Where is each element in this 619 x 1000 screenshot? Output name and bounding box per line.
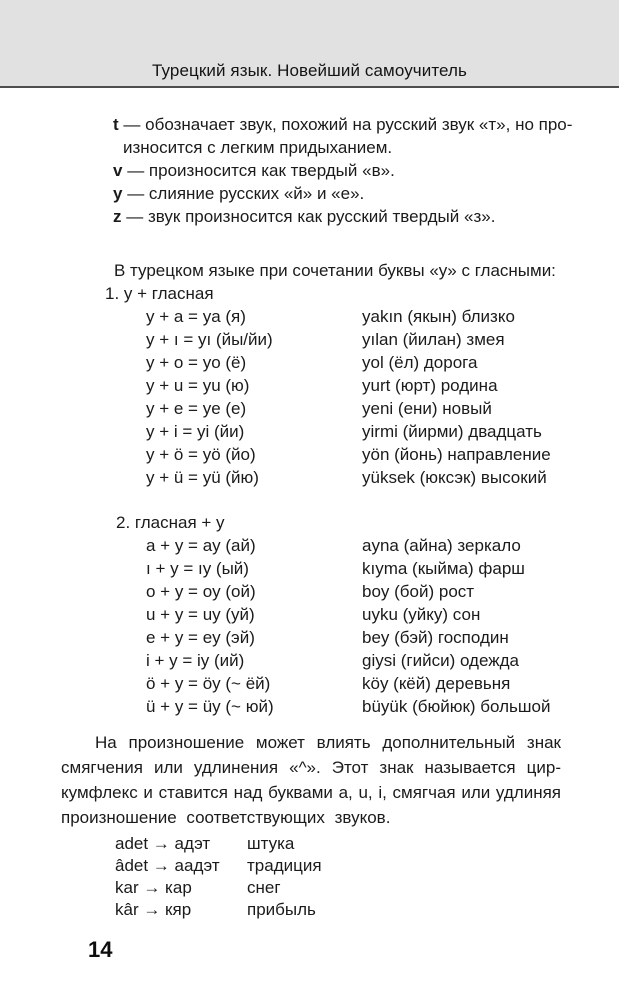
example-meaning: снег: [247, 878, 281, 897]
combo-formula: ı + y = ıy (ый): [146, 559, 249, 578]
table-row: [115, 855, 619, 877]
table-row: [146, 443, 619, 466]
letter-note-z: [113, 205, 561, 228]
example-pair: adet → адэт: [115, 834, 211, 853]
combo-example: yön (йонь) направление: [362, 445, 551, 464]
combo-formula: y + ı = yı (йы/йи): [146, 330, 273, 349]
combo-example: yüksek (юксэк) высокий: [362, 468, 547, 487]
section-intro: В турецком языке при сочетании буквы «y» с гласными:: [114, 261, 556, 280]
rule2-table: [146, 534, 619, 718]
letter-note-t-continuation: износится с легким придыханием.: [123, 138, 393, 157]
circumflex-examples-table: [115, 833, 619, 921]
letter-note-text: — слияние русских «й» и «е».: [127, 184, 365, 203]
table-row: [146, 603, 619, 626]
paragraph-line: произношение соответствующих звуков.: [61, 808, 391, 827]
combo-formula: i + y = iy (ий): [146, 651, 245, 670]
example-pair: kar → кар: [115, 878, 192, 897]
table-row: [115, 899, 619, 921]
letter-y: y: [113, 184, 123, 203]
table-row: [115, 833, 619, 855]
combo-formula: y + o = yo (ё): [146, 353, 247, 372]
combo-example: kıyma (кыйма) фарш: [362, 559, 525, 578]
combo-formula: y + e = ye (е): [146, 399, 247, 418]
combo-formula: ö + y = öy (~ ёй): [146, 674, 271, 693]
combo-example: yirmi (йирми) двадцать: [362, 422, 542, 441]
letter-note-y: [113, 182, 561, 205]
table-row: [146, 580, 619, 603]
combo-example: giysi (гийси) одежда: [362, 651, 519, 670]
letter-note-text: — звук произносится как русский твердый «з».: [126, 207, 496, 226]
combo-example: yol (ёл) дорога: [362, 353, 478, 372]
combo-formula: o + y = oy (ой): [146, 582, 256, 601]
table-row: [146, 328, 619, 351]
table-row: [146, 557, 619, 580]
combo-example: boy (бой) рост: [362, 582, 475, 601]
book-title-header: Турецкий язык. Новейший самоучитель: [151, 61, 468, 80]
example-meaning: традиция: [247, 856, 322, 875]
combo-example: uyku (уйку) сон: [362, 605, 481, 624]
table-row: [146, 466, 619, 489]
paragraph-line: смягчения или удлинения «^». Этот знак называется цир-: [61, 758, 561, 777]
table-row: [115, 877, 619, 899]
combo-example: büyük (бюйюк) большой: [362, 697, 551, 716]
table-row: [146, 305, 619, 328]
rule1-table: [146, 305, 619, 489]
example-pair: kâr → кяр: [115, 900, 192, 919]
combo-formula: a + y = ay (ай): [146, 536, 256, 555]
circumflex-paragraph: [61, 730, 561, 830]
table-row: [146, 351, 619, 374]
rule2-title: 2. гласная + y: [116, 513, 225, 532]
combo-formula: y + u = yu (ю): [146, 376, 250, 395]
table-row: [146, 374, 619, 397]
letter-note-v: [113, 159, 561, 182]
table-row: [146, 534, 619, 557]
table-row: [146, 649, 619, 672]
combo-formula: ü + y = üy (~ юй): [146, 697, 274, 716]
combo-example: yılan (йилан) змея: [362, 330, 505, 349]
running-header-band: [0, 0, 619, 88]
table-row: [146, 672, 619, 695]
table-row: [146, 397, 619, 420]
table-row: [146, 626, 619, 649]
letter-t: t: [113, 115, 119, 134]
letter-note-text: — обозначает звук, похожий на русский звук «т», но про-: [123, 115, 573, 134]
combo-example: ayna (айна) зеркало: [362, 536, 521, 555]
combo-example: yakın (якын) близко: [362, 307, 515, 326]
combo-formula: y + i = yi (йи): [146, 422, 245, 441]
combo-example: köy (кёй) деревьня: [362, 674, 511, 693]
table-row: [146, 695, 619, 718]
combo-formula: y + ö = yö (йо): [146, 445, 256, 464]
combo-example: yeni (ени) новый: [362, 399, 492, 418]
combo-example: yurt (юрт) родина: [362, 376, 498, 395]
combo-example: bey (бэй) господин: [362, 628, 509, 647]
example-meaning: штука: [247, 834, 295, 853]
combo-formula: y + ü = yü (йю): [146, 468, 259, 487]
letter-z: z: [113, 207, 122, 226]
combo-formula: y + a = ya (я): [146, 307, 246, 326]
letter-note-t: [113, 113, 573, 136]
example-meaning: прибыль: [247, 900, 316, 919]
example-pair: âdet → аадэт: [115, 856, 220, 875]
paragraph-line: На произношение может влиять дополнительный знак: [95, 733, 561, 752]
letter-note-text: — произносится как твердый «в».: [127, 161, 395, 180]
combo-formula: e + y = ey (эй): [146, 628, 255, 647]
combo-formula: u + y = uy (уй): [146, 605, 255, 624]
rule1-title: 1. y + гласная: [105, 284, 214, 303]
paragraph-line: кумфлекс и ставится над буквами a, u, i, смягчая или удлиняя: [61, 783, 561, 802]
page-number: 14: [88, 937, 113, 962]
letter-pronunciation-notes: [113, 113, 573, 228]
table-row: [146, 420, 619, 443]
letter-v: v: [113, 161, 123, 180]
